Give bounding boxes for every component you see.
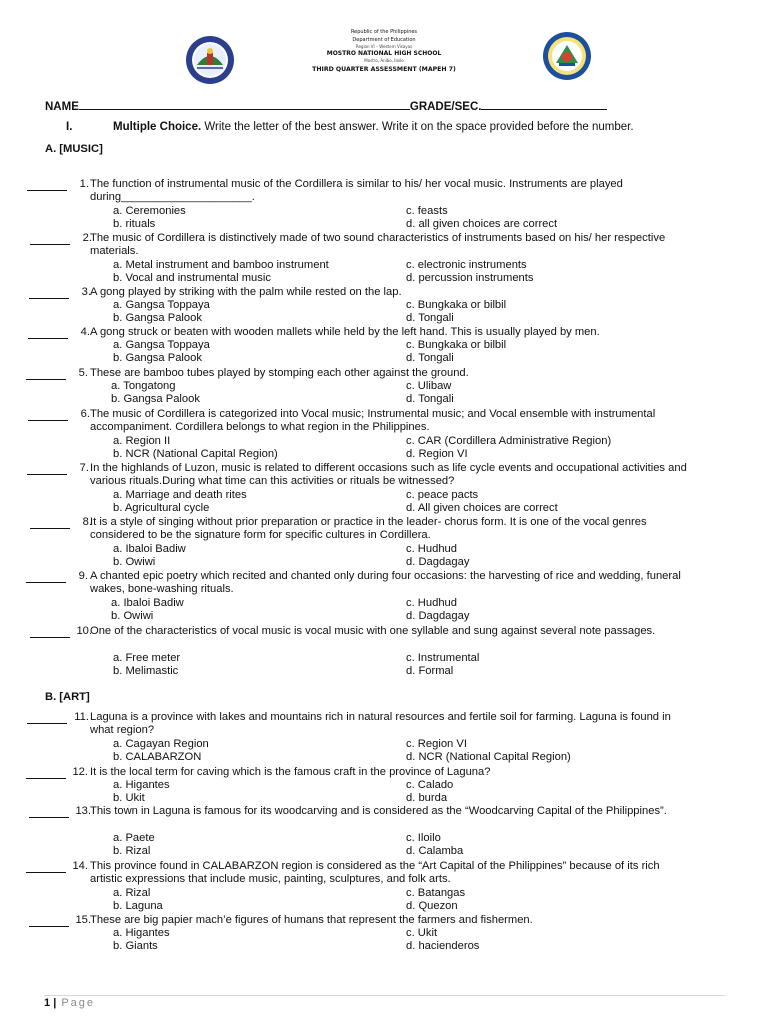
option-b: b. Owiwi [113, 556, 156, 568]
question-text: This province found in CALABARZON region is considered as the “Art Capital of the Philippines” because of its rich artistic expressions that include music, painting, sculptures, and folk arts. [90, 860, 660, 886]
option-a: a. Rizal [113, 887, 151, 899]
option-a: a. Ibaloi Badiw [113, 543, 186, 555]
question-number: 12. [72, 766, 88, 778]
answer-blank[interactable] [26, 379, 66, 380]
name-blank[interactable] [79, 100, 410, 110]
question-text: Laguna is a province with lakes and mountains rich in natural resources and fertile soil for farming. Laguna is found in what region? [90, 711, 671, 737]
question-number: 6. [80, 408, 90, 420]
document-header [0, 0, 768, 90]
instructions [66, 121, 634, 134]
question-text: The function of instrumental music of the Cordillera is similar to his/ her vocal music. Instruments are played during_____________________. [90, 178, 623, 204]
question-number: 4. [80, 326, 90, 338]
answer-blank[interactable] [30, 528, 70, 529]
question-number: 5. [78, 367, 88, 379]
option-d: d. Tongali [406, 352, 454, 364]
answer-blank[interactable] [27, 190, 67, 191]
option-d: d. Tongali [406, 312, 454, 324]
answer-blank[interactable] [26, 582, 66, 583]
option-c: c. Ulibaw [406, 380, 452, 392]
option-c: c. electronic instruments [406, 259, 527, 271]
school-seal-icon [185, 35, 235, 85]
question-number: 9. [78, 570, 88, 582]
option-a: a. Ibaloi Badiw [111, 597, 184, 609]
instructions-title: Multiple Choice. [113, 121, 202, 133]
question-text: One of the characteristics of vocal music is vocal music with one syllable and sung against several note passages. [90, 625, 656, 637]
option-a: a. Marriage and death rites [113, 489, 247, 501]
name-grade-row [45, 100, 607, 114]
option-a: a. Gangsa Toppaya [113, 299, 210, 311]
option-d: d. NCR (National Capital Region) [406, 751, 571, 763]
question-number: 8. [82, 516, 92, 528]
option-d: d. Formal [406, 665, 454, 677]
option-b: b. Rizal [113, 845, 151, 857]
option-b: b. NCR (National Capital Region) [113, 448, 278, 460]
option-d: d. Tongali [406, 393, 454, 405]
option-d: d. Dagdagay [406, 610, 470, 622]
option-d: d. burda [406, 792, 448, 804]
answer-blank[interactable] [29, 817, 69, 818]
question-text: These are big papier mach’e figures of humans that represent the farmers and fishermen. [90, 914, 533, 926]
option-d: d. Dagdagay [406, 556, 470, 568]
question-number: 2. [82, 232, 92, 244]
republic-line: Republic of the Philippines [350, 29, 418, 35]
answer-blank[interactable] [28, 420, 68, 421]
question-text: A gong struck or beaten with wooden mallets while held by the left hand. This is usually played by men. [90, 326, 600, 338]
option-b: b. Gangsa Palook [111, 393, 200, 405]
answer-blank[interactable] [26, 872, 66, 873]
option-c: c. Bungkaka or bilbil [406, 339, 507, 351]
option-b: b. Agricultural cycle [113, 502, 210, 514]
option-d: d. Quezon [406, 900, 458, 912]
option-d: d. Calamba [406, 845, 464, 857]
question-number: 7. [79, 462, 89, 474]
option-d: d. Region VI [406, 448, 468, 460]
question-text: A chanted epic poetry which recited and chanted only during four occasions: the harvesting of rice and wedding, funeral wakes, bone-washing rituals. [90, 570, 681, 596]
question-text: The music of Cordillera is categorized into Vocal music; Instrumental music; and Vocal ensemble with instrumental accompaniment. Cordillera belongs to what region in the Philippines. [90, 408, 656, 434]
answer-blank[interactable] [28, 338, 68, 339]
question-text: It is a style of singing without prior preparation or practice in the leader- chorus form. It is one of the vocal genres considered to be the signature form for specific cultures in Cordillera. [90, 516, 647, 542]
school-name: MOSTRO NATIONAL HIGH SCHOOL [326, 50, 442, 57]
grade-blank[interactable] [481, 100, 607, 110]
question-number: 10. [76, 625, 92, 637]
question-number: 15. [75, 914, 91, 926]
question-text: It is the local term for caving which is the famous craft in the province of Laguna? [90, 766, 491, 778]
question-number: 11. [74, 711, 89, 723]
option-b: b. Laguna [113, 900, 163, 912]
option-c: c. CAR (Cordillera Administrative Region) [406, 435, 612, 447]
page-number: 1 [44, 997, 51, 1009]
option-a: a. Region II [113, 435, 171, 447]
part-number: I. [66, 121, 73, 133]
option-a: a. Free meter [113, 652, 181, 664]
option-a: a. Higantes [113, 779, 170, 791]
option-d: d. hacienderos [406, 940, 480, 952]
option-c: c. feasts [406, 205, 448, 217]
option-c: c. Iloilo [406, 832, 441, 844]
option-a: a. Paete [113, 832, 155, 844]
answer-blank[interactable] [29, 298, 69, 299]
answer-blank[interactable] [27, 723, 67, 724]
option-c: c. Calado [406, 779, 454, 791]
option-c: c. Bungkaka or bilbil [406, 299, 507, 311]
question-text: The music of Cordillera is distinctively made of two sound characteristics of instruments based on his/ her respective materials. [90, 232, 666, 258]
option-b: b. Melimastic [113, 665, 179, 677]
option-b: b. Giants [113, 940, 158, 952]
section-art-heading: B. [ART] [45, 691, 90, 703]
assessment-title: THIRD QUARTER ASSESSMENT (MAPEH 7) [312, 66, 456, 73]
instructions-text: Write the letter of the best answer. Write it on the space provided before the number. [201, 121, 634, 133]
option-c: c. Instrumental [406, 652, 480, 664]
option-a: a. Tongatong [111, 380, 176, 392]
page-separator: | [53, 997, 57, 1009]
question-number: 14. [72, 860, 88, 872]
question-text: These are bamboo tubes played by stomping each other against the ground. [90, 367, 469, 379]
option-a: a. Higantes [113, 927, 170, 939]
answer-blank[interactable] [30, 637, 70, 638]
question-number: 1. [79, 178, 89, 190]
option-b: b. Gangsa Palook [113, 312, 202, 324]
question-number: 13. [75, 805, 91, 817]
question-text: This town in Laguna is famous for its woodcarving and is considered as the “Woodcarving Capital of the Philippines”. [90, 805, 667, 817]
grade-label: GRADE/SEC. [409, 101, 482, 113]
option-a: a. Metal instrument and bamboo instrument [113, 259, 329, 271]
option-c: c. Batangas [406, 887, 466, 899]
option-c: c. Hudhud [406, 597, 457, 609]
option-b: b. Gangsa Palook [113, 352, 202, 364]
option-b: b. Ukit [113, 792, 145, 804]
option-c: c. peace pacts [406, 489, 479, 501]
option-d: d. percussion instruments [406, 272, 534, 284]
region-line: Region VI – Western Visayas [355, 44, 413, 49]
option-c: c. Hudhud [406, 543, 457, 555]
question-text: A gong played by striking with the palm while rested on the lap. [90, 286, 402, 298]
question-number: 3. [81, 286, 91, 298]
option-b: b. Owiwi [111, 610, 154, 622]
answer-blank[interactable] [26, 778, 66, 779]
option-a: a. Cagayan Region [113, 738, 209, 750]
name-label: NAME [45, 101, 79, 113]
option-a: a. Ceremonies [113, 205, 186, 217]
deped-seal-icon [542, 31, 592, 81]
footer-divider [44, 995, 725, 996]
page-word: Page [61, 997, 96, 1009]
option-b: b. rituals [113, 218, 156, 230]
header-text-block [250, 28, 518, 75]
school-address: Mostro, Anibo, Iloilo [364, 58, 404, 63]
option-b: b. CALABARZON [113, 751, 202, 763]
option-b: b. Vocal and instrumental music [113, 272, 271, 284]
option-d: d. all given choices are correct [406, 218, 558, 230]
question-text: In the highlands of Luzon, music is related to different occasions such as life cycle events and occupational activities and various rituals.During what time can this activities or rituals be witnessed? [90, 462, 687, 488]
option-a: a. Gangsa Toppaya [113, 339, 210, 351]
page-footer [44, 997, 95, 1010]
answer-blank[interactable] [29, 926, 69, 927]
section-music-heading: A. [MUSIC] [45, 143, 103, 155]
option-c: c. Ukit [406, 927, 438, 939]
option-d: d. All given choices are correct [406, 502, 558, 514]
answer-blank[interactable] [30, 244, 70, 245]
department-line: Department of Education [352, 37, 416, 43]
option-c: c. Region VI [406, 738, 467, 750]
answer-blank[interactable] [27, 474, 67, 475]
